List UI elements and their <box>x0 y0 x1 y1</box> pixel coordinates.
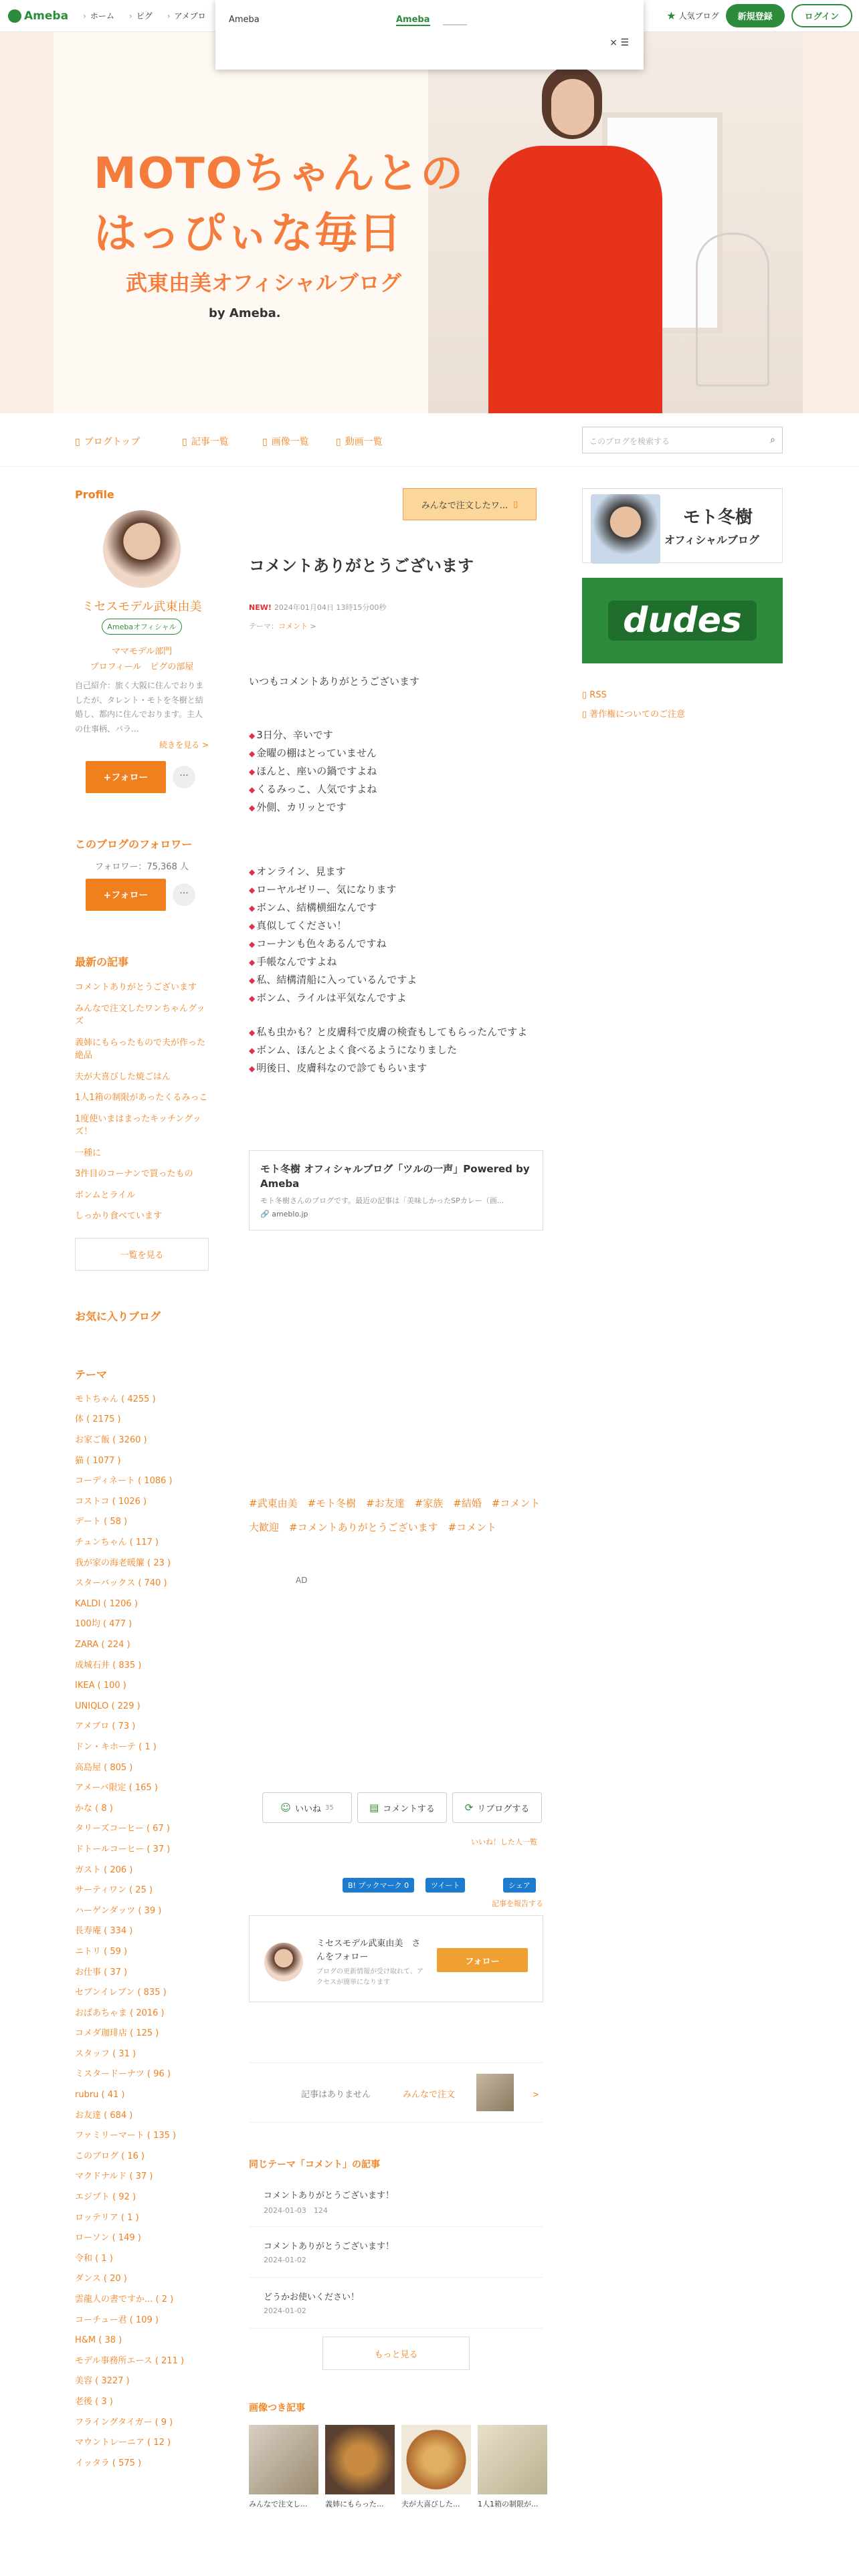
by-ameba-label: by Ameba. <box>209 306 281 320</box>
recent-article[interactable]: 夫が大喜びした焼ごはん <box>75 1071 171 1082</box>
dudes-banner[interactable] <box>582 578 783 663</box>
theme-item[interactable]: ロッテリア ( 1 ) <box>75 2212 139 2223</box>
search-icon[interactable]: ⌕ <box>770 435 775 445</box>
ameba-logo-icon <box>8 9 21 23</box>
pager-next-link[interactable]: みんなで注文 <box>403 2090 456 2100</box>
popup-tab-ameba[interactable]: Ameba <box>396 15 430 25</box>
article-line: ◆ オンライン、見ます <box>249 863 543 881</box>
same-theme-heading: 同じテーマ「コメント」の記事 <box>249 2159 380 2170</box>
profile-follow-button[interactable]: +フォロー <box>86 761 166 793</box>
popup-close-button[interactable]: × ☰ <box>609 37 629 48</box>
theme-item[interactable]: タリーズコーヒー ( 67 ) <box>75 1824 170 1834</box>
profile-avatar[interactable] <box>103 510 181 588</box>
article-line: ◆ 私、結構清船に入っているんですよ <box>249 971 543 989</box>
image-articles-grid <box>249 2425 547 2509</box>
recent-articles-list <box>75 977 209 1227</box>
image-article[interactable]: 1人1箱の制限が... <box>478 2425 547 2509</box>
theme-item[interactable]: モトちゃん ( 4255 ) <box>75 1394 156 1404</box>
recommend-article-button[interactable]: みんなで注文したワ... ▯ <box>403 488 537 520</box>
article-line: ◆ ほんと、座いの鍋ですよね <box>249 762 543 780</box>
same-theme-more-button[interactable]: もっと見る <box>322 2337 470 2370</box>
article-line: ◆ 私も虫かも？と皮膚科で皮膚の検査もしてもらったんですよ <box>249 1023 543 1041</box>
theme-item[interactable]: ミスタードーナツ ( 96 ) <box>75 2069 171 2080</box>
recent-article[interactable]: コメントありがとうございます <box>75 982 197 993</box>
recent-article[interactable]: 1人1箱の制限があったくるみっこ <box>75 1093 208 1103</box>
recent-article[interactable]: 1度使いまはまったキッチングッズ！ <box>75 1113 201 1138</box>
header-actions <box>666 4 852 27</box>
follow-card-name: ミセスモデル武東由美 さんをフォロー <box>316 1939 421 1962</box>
chevron-right-icon[interactable]: > <box>533 2090 540 2099</box>
header-photo-birdcage <box>696 233 769 387</box>
blog-title-line2: はっぴぃな毎日 <box>94 209 403 259</box>
theme-item[interactable]: KALDI ( 1206 ) <box>75 1598 138 1609</box>
theme-item[interactable]: コーチュー君 ( 109 ) <box>75 2315 159 2325</box>
theme-item[interactable]: スタッフ ( 31 ) <box>75 2048 136 2059</box>
nav-blog-top[interactable]: ▯ ブログトップ <box>75 435 140 448</box>
global-nav-pigg[interactable]: › ピグ <box>129 10 153 21</box>
rss-link[interactable]: ▯ RSS <box>582 690 783 700</box>
link-card-desc: モト冬樹さんのブログです。最近の記事は「美味しかったSPカレー（画... <box>260 1196 504 1205</box>
pager-prev-empty: 記事はありません <box>301 2090 371 2100</box>
theme-item[interactable]: デート ( 58 ) <box>75 1517 128 1527</box>
article-hashtags[interactable]: #武東由美 #モト冬樹 #お友達 #家族 #結婚 #コメント大歓迎 #コメントありがとうございます #コメント <box>249 1497 541 1533</box>
recent-heading: 最新の記事 <box>75 956 129 969</box>
theme-item[interactable]: 100均 ( 477 ) <box>75 1619 132 1630</box>
article-line: ◆ コーナンも色々あるんですね <box>249 935 543 953</box>
profile-follow-row <box>86 761 209 793</box>
article-line: ◆ 手帳なんですよね <box>249 953 543 971</box>
followers-follow-row <box>86 879 209 911</box>
article-line: ◆ ボンム、ライルは平気なんですよ <box>249 989 543 1007</box>
image-article[interactable]: みんなで注文し... <box>249 2425 318 2509</box>
profile-heading: Profile <box>75 488 114 501</box>
theme-item[interactable]: モデル事務所エース ( 211 ) <box>75 2355 185 2366</box>
pager-next-thumbnail[interactable] <box>476 2074 514 2111</box>
theme-item[interactable]: おばあちゃま ( 2016 ) <box>75 2008 165 2018</box>
recent-article[interactable]: ボンムとライル <box>75 1190 136 1200</box>
theme-item[interactable]: お家ご飯 ( 3260 ) <box>75 1435 147 1446</box>
theme-item[interactable]: ガスト ( 206 ) <box>75 1864 133 1875</box>
link-card-title: モト冬樹 オフィシャルブログ「ツルの一声」Powered by Ameba <box>260 1163 530 1190</box>
theme-item[interactable]: マクドナルド ( 37 ) <box>75 2171 153 2182</box>
moto-banner-name: モト冬樹 <box>683 508 753 528</box>
article-title[interactable]: コメントありがとうございます <box>249 556 474 575</box>
theme-item[interactable]: H&M ( 38 ) <box>75 2335 122 2346</box>
article-line: ◆ ローヤルゼリー、気になります <box>249 881 543 899</box>
global-nav-ameblo[interactable]: › アメブロ <box>167 10 206 21</box>
star-icon: ★ <box>666 9 676 22</box>
recent-article[interactable]: 義姉にもらったもので夫が作った絶品 <box>75 1037 206 1061</box>
theme-item[interactable]: マウントレーニア ( 12 ) <box>75 2438 171 2448</box>
reblog-icon: ⟳ <box>464 1802 474 1814</box>
recent-article[interactable]: 一種に <box>75 1148 102 1158</box>
header-dropdown-popup <box>215 0 644 70</box>
nav-image-list[interactable]: ▯ 画像一覧 <box>262 435 309 448</box>
recent-article[interactable]: しっかり食べています <box>75 1211 163 1222</box>
nav-article-list[interactable]: ▯ 記事一覧 <box>182 435 229 448</box>
theme-list <box>75 1390 209 2474</box>
article-meta <box>249 602 386 613</box>
same-theme-item[interactable]: コメントありがとうございます！ 2024-01-02 <box>249 2227 543 2278</box>
comment-icon: ▤ <box>369 1802 379 1814</box>
theme-item[interactable]: ハーゲンダッツ ( 39 ) <box>75 1905 162 1916</box>
theme-item[interactable]: ZARA ( 224 ) <box>75 1640 130 1650</box>
theme-item[interactable]: 美容 ( 3227 ) <box>75 2376 130 2387</box>
image-article-thumbnail <box>325 2425 395 2494</box>
theme-item[interactable]: チュンちゃん ( 117 ) <box>75 1537 159 1548</box>
article-actions <box>262 1792 542 1823</box>
theme-item[interactable]: ダンス ( 20 ) <box>75 2274 127 2284</box>
theme-item[interactable]: IKEA ( 100 ) <box>75 1681 126 1691</box>
header-photo-person-dress <box>488 146 662 413</box>
theme-item[interactable]: ローソン ( 149 ) <box>75 2233 141 2244</box>
theme-item[interactable]: ニトリ ( 59 ) <box>75 1946 128 1957</box>
followers-heading: このブログのフォロワー <box>75 838 193 851</box>
theme-item[interactable]: 成城石井 ( 835 ) <box>75 1660 142 1671</box>
signup-button[interactable]: 新規登録 <box>726 4 785 27</box>
theme-item[interactable]: 体 ( 2175 ) <box>75 1414 121 1425</box>
like-count: 35 <box>324 1804 334 1812</box>
report-article-link[interactable]: 記事を報告する <box>492 1899 543 1908</box>
theme-item[interactable]: お仕事 ( 37 ) <box>75 1967 128 1977</box>
theme-item[interactable]: フライングタイガー ( 9 ) <box>75 2417 173 2428</box>
followers-follow-button[interactable]: +フォロー <box>86 879 166 911</box>
theme-item[interactable]: サーティワン ( 25 ) <box>75 1885 153 1896</box>
article-block-2 <box>249 863 543 1007</box>
theme-item[interactable]: お友達 ( 684 ) <box>75 2110 133 2121</box>
image-article[interactable]: 義姉にもらった... <box>325 2425 395 2509</box>
moto-banner-sub: オフィシャルブログ <box>664 534 759 546</box>
profile-links[interactable]: プロフィール ピグの部屋 <box>90 662 194 672</box>
theme-item[interactable]: コーディネート ( 1086 ) <box>75 1476 173 1487</box>
recent-article[interactable]: 3件目のコーナンで買ったもの <box>75 1169 193 1180</box>
article-line: ◆ 外側、カリッとです <box>249 798 543 817</box>
profile-name[interactable]: ミセスモデル武東由美 <box>82 600 202 614</box>
comment-button[interactable]: ▤ コメントする <box>357 1792 447 1823</box>
ad-label: AD <box>296 1576 308 1585</box>
image-articles-heading: 画像つき記事 <box>249 2403 305 2413</box>
theme-item[interactable]: このブログ ( 16 ) <box>75 2151 145 2161</box>
article-line: ◆ くるみっこ、人気ですよね <box>249 780 543 798</box>
follow-card-button[interactable]: フォロー <box>437 1948 528 1972</box>
article-block-1 <box>249 726 543 817</box>
article-line: ◆ 明後日、皮膚科なので診てもらいます <box>249 1059 543 1077</box>
dudes-logo: dudes <box>608 601 757 641</box>
theme-item[interactable]: 我が家の海老暖簾 ( 23 ) <box>75 1558 171 1568</box>
header-photo-person-face <box>551 79 594 135</box>
favorites-heading: お気に入りブログ <box>75 1309 161 1323</box>
theme-item[interactable]: アメーバ限定 ( 165 ) <box>75 1783 158 1794</box>
theme-item[interactable]: イッタラ ( 575 ) <box>75 2458 142 2468</box>
follower-count[interactable]: フォロワー：75,368 人 <box>95 862 189 873</box>
nav-video-list[interactable]: ▯ 動画一覧 <box>336 435 383 448</box>
moto-fuyuki-blog-banner[interactable] <box>582 488 783 563</box>
header-banner[interactable] <box>54 32 803 413</box>
hatena-bookmark-button[interactable]: B! ブックマーク 0 <box>343 1878 414 1893</box>
article-theme-link[interactable]: コメント <box>278 622 308 631</box>
same-theme-item[interactable]: どうかお使いください！ 2024-01-02 <box>249 2278 543 2329</box>
article-date: 2024年01月04日 13時15分00秒 <box>274 603 387 612</box>
profile-intro: 自己紹介：旅く大阪に住んでおりましたが、タレント・モトを冬樹と結婚し、都内に住んでおります。主人の仕事柄、パラ... <box>75 681 204 734</box>
article-line: ◆ 3日分、辛いです <box>249 726 543 744</box>
same-theme-item[interactable]: コメントありがとうございます！ 2024-01-03 124 <box>249 2176 543 2227</box>
article-line: ◆ ボンム、ほんとよく食べるようになりました <box>249 1041 543 1059</box>
theme-item[interactable]: UNIQLO ( 229 ) <box>75 1701 140 1711</box>
new-badge: NEW! <box>249 603 272 612</box>
theme-item[interactable]: セブンイレブン ( 835 ) <box>75 1988 167 1998</box>
theme-item[interactable]: 高島屋 ( 805 ) <box>75 1762 133 1773</box>
recent-more-button[interactable]: 一覧を見る <box>75 1238 209 1271</box>
article-block-3 <box>249 1023 543 1077</box>
theme-item[interactable]: コメダ珈琲店 ( 125 ) <box>75 2028 159 2039</box>
follow-card <box>249 1915 543 2002</box>
like-button[interactable]: ☺ いいね 35 <box>262 1792 352 1823</box>
follow-card-desc: ブログの更新情報が受け取れて、アクセスが簡単になります <box>316 1968 423 1986</box>
profile-more-link[interactable]: 続きを見る > <box>159 740 209 750</box>
official-badge: Amebaオフィシャル <box>102 619 182 635</box>
like-icon: ☺ <box>280 1802 291 1814</box>
login-button[interactable]: ログイン <box>791 4 852 27</box>
article-line: ◆ ボンム、結構横細なんです <box>249 899 543 917</box>
article-line: ◆ 真似してください！ <box>249 917 543 935</box>
article-line: ◆ 金曜の棚はとっていません <box>249 744 543 762</box>
image-article-thumbnail <box>401 2425 471 2494</box>
embedded-link-card[interactable] <box>249 1150 543 1230</box>
theme-item[interactable]: ドン・キホーテ ( 1 ) <box>75 1741 157 1752</box>
share-button[interactable]: シェア <box>503 1878 536 1893</box>
theme-item[interactable]: rubru ( 41 ) <box>75 2090 125 2101</box>
theme-item[interactable]: 雲龍人の書ですか... ( 2 ) <box>75 2294 174 2304</box>
blog-nav <box>0 413 859 467</box>
theme-item[interactable]: 令和 ( 1 ) <box>75 2253 113 2264</box>
blog-search-input[interactable]: このブログを検索する ⌕ <box>582 427 783 453</box>
blog-title-line1: MOTOちゃんとの <box>94 149 465 199</box>
reblog-button[interactable]: ⟳ リブログする <box>452 1792 542 1823</box>
theme-item[interactable]: 長寿庵 ( 334 ) <box>75 1926 133 1937</box>
article-theme: テーマ：コメント > <box>249 622 316 631</box>
chevron-right-icon: ▯ <box>513 499 518 510</box>
popup-tab-other[interactable] <box>443 15 467 25</box>
copyright-notice-link[interactable]: ▯ 著作権についてのご注意 <box>582 707 783 720</box>
theme-item[interactable]: コストコ ( 1026 ) <box>75 1496 147 1507</box>
theme-item[interactable]: エジプト ( 92 ) <box>75 2192 136 2203</box>
right-sidebar <box>582 488 783 720</box>
article-intro: いつもコメントありがとうございます <box>249 675 420 687</box>
image-article-thumbnail <box>478 2425 547 2494</box>
theme-item[interactable]: アメブロ ( 73 ) <box>75 1721 136 1732</box>
link-icon: 🔗 <box>260 1210 272 1218</box>
followers-more-menu[interactable]: ··· <box>173 883 195 906</box>
theme-item[interactable]: 猫 ( 1077 ) <box>75 1455 121 1466</box>
recent-article[interactable]: みんなで注文したワンちゃんグッズ <box>75 1003 205 1027</box>
blog-subtitle: 武東由美オフィシャルブログ <box>126 270 401 296</box>
image-article[interactable]: 夫が大喜びした... <box>401 2425 471 2509</box>
profile-category[interactable]: ママモデル部門 <box>111 647 173 657</box>
moto-fuyuki-photo <box>591 494 660 564</box>
blog-header <box>0 32 859 413</box>
profile-more-menu[interactable]: ··· <box>173 766 195 788</box>
ameba-logo[interactable]: Ameba <box>8 9 68 23</box>
article-pager <box>249 2062 543 2123</box>
popular-blog-link[interactable]: ★ 人気ブログ <box>666 9 719 22</box>
theme-item[interactable]: かな ( 8 ) <box>75 1803 113 1814</box>
global-nav <box>83 10 206 21</box>
link-card-url: 🔗 ameblo.jp <box>260 1210 308 1218</box>
theme-item[interactable]: ファミリーマート ( 135 ) <box>75 2131 177 2141</box>
liked-users-link[interactable]: いいね！した人一覧 <box>471 1838 537 1846</box>
popup-label: Ameba <box>229 15 260 25</box>
left-sidebar <box>75 488 209 2474</box>
theme-item[interactable]: 老後 ( 3 ) <box>75 2396 113 2407</box>
themes-heading: テーマ <box>75 1368 108 1381</box>
follow-card-avatar <box>264 1943 303 1981</box>
image-article-thumbnail <box>249 2425 318 2494</box>
global-nav-home[interactable]: › ホーム <box>83 10 114 21</box>
tweet-button[interactable]: ツイート <box>425 1878 465 1893</box>
theme-item[interactable]: スターバックス ( 740 ) <box>75 1578 167 1589</box>
theme-item[interactable]: ドトールコーヒー ( 37 ) <box>75 1844 171 1854</box>
